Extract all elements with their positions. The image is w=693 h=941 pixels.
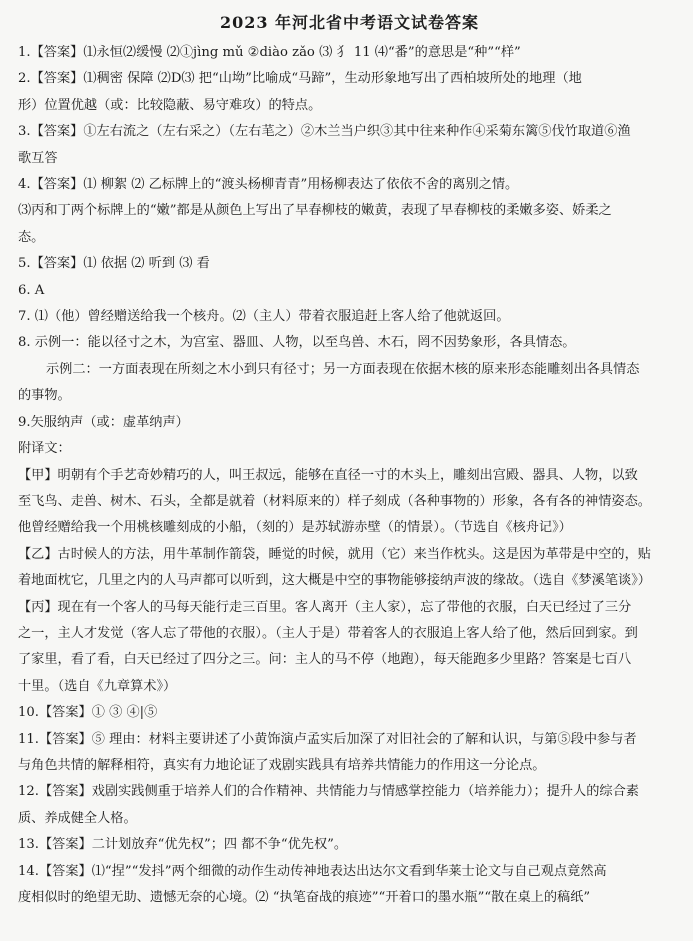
text-line: 3.【答案】①左右流之（左右采之）（左右芼之）②木兰当户织③其中往来种作④采菊东篱⑤伐竹取道⑥渔	[18, 124, 631, 140]
text-line: 至飞鸟、走兽、树木、石头，全都是就着（材料原来的）样子刻成（各种事物的）形象，各有各的神情姿态。	[18, 493, 651, 509]
text-line: 4.【答案】⑴ 柳絮 ⑵ 乙标牌上的“渡头杨柳青青”用杨柳表达了依依不舍的离别之情。	[18, 177, 519, 193]
text-line: 度相似时的绝望无助、遗憾无奈的心境。⑵ “执笔奋战的痕迹”“开着口的墨水瓶”“散在桌上的稿纸”	[18, 890, 591, 905]
text-line: 的事物。	[18, 388, 71, 404]
text-line: 之一，主人才发觉（客人忘了带他的衣服）。（主人于是）带着客人的衣服追上客人给了他，然后回到家。到	[18, 625, 638, 641]
text-line: 【乙】古时候人的方法，用牛革制作箭袋，睡觉的时候，就用（它）来当作枕头。这是因为革带是中空的，贴	[18, 546, 651, 562]
text-line: 附译文：	[18, 441, 71, 457]
page-title: 2023 年河北省中考语文试卷答案	[219, 13, 480, 32]
text-line: 质、养成健全人格。	[18, 810, 137, 826]
text-line: 2.【答案】⑴稠密 保障 ⑵D⑶ 把“山坳”比喻成“马蹄”，生动形象地写出了西柏坡所处的地理（地	[18, 71, 582, 87]
text-line: 6. A	[18, 282, 45, 298]
text-line: 着地面枕它，几里之内的人马声都可以听到，这大概是中空的事物能够接纳声波的缘故。（选自《梦溪笔谈》）	[18, 573, 651, 589]
text-line: 【丙】现在有一个客人的马每天能行走三百里。客人离开（主人家），忘了带他的衣服，白天已经过了三分	[18, 599, 632, 615]
text-line: 示例二：一方面表现在所刻之木小到只有径寸；另一方面表现在依据木核的原来形态能雕刻出各具情态	[46, 361, 640, 377]
text-line: 歌互答	[18, 150, 58, 166]
text-line: ⑶丙和丁两个标牌上的“嫩”都是从颜色上写出了早春柳枝的嫩黄，表现了早春柳枝的柔嫩多姿、娇柔之	[18, 203, 612, 219]
text-line: 9.矢服纳声（或：虚革纳声）	[18, 414, 189, 430]
text-line: 8. 示例一：能以径寸之木，为宫室、器皿、人物，以至鸟兽、木石，罔不因势象形，各具情态。	[18, 335, 576, 351]
text-line: 与角色共情的解释相符，真实有力地论证了戏剧实践具有培养共情能力的作用这一分论点。	[18, 757, 546, 773]
text-line: 十里。（选自《九章算术》）	[18, 678, 177, 694]
text-line: 他曾经赠给我一个用桃核雕刻成的小船，（刻的）是苏轼游赤壁（的情景）。（节选自《核舟记》）	[18, 520, 572, 536]
text-line: 5.【答案】⑴ 依据 ⑵ 听到 ⑶ 看	[18, 256, 210, 272]
text-line: 了家里，看了看，白天已经过了四分之三。问：主人的马不停（地跑），每天能跑多少里路？答案是七百八	[18, 652, 632, 668]
text-line: 态。	[18, 229, 45, 245]
text-line: 11.【答案】⑤ 理由：材料主要讲述了小黄饰演卢孟实后加深了对旧社会的了解和认识，与第⑤段中参与者	[18, 731, 637, 747]
text-line: 14.【答案】⑴“捏”“发抖”两个细微的动作生动传神地表达出达尔文看到华莱士论文与自己观点竟然高	[18, 863, 607, 879]
text-line: 形）位置优越（或：比较隐蔽、易守难攻）的特点。	[18, 97, 322, 113]
text-line: 1.【答案】⑴永恒⑵缓慢 ⑵①jìng mǔ ②diào zǎo ⑶ 犭 11 ⑷“番”的意思是“种”“样”	[18, 45, 521, 60]
text-line: 13.【答案】二计划放弃“优先权”；四 都不争“优先权”。	[18, 837, 348, 853]
text-line: 10.【答案】① ③ ④|⑤	[18, 705, 158, 721]
text-line: 7. ⑴（他）曾经赠送给我一个核舟。⑵（主人）带着衣服追赶上客人给了他就返回。	[18, 309, 510, 325]
text-line: 【甲】明朝有个手艺奇妙精巧的人，叫王叔远，能够在直径一寸的木头上，雕刻出宫殿、器具、人物，以致	[18, 467, 638, 483]
answer-body	[18, 40, 681, 911]
text-line: 12.【答案】戏剧实践侧重于培养人们的合作精神、共情能力与情感掌控能力（培养能力）；提升人的综合素	[18, 784, 639, 800]
